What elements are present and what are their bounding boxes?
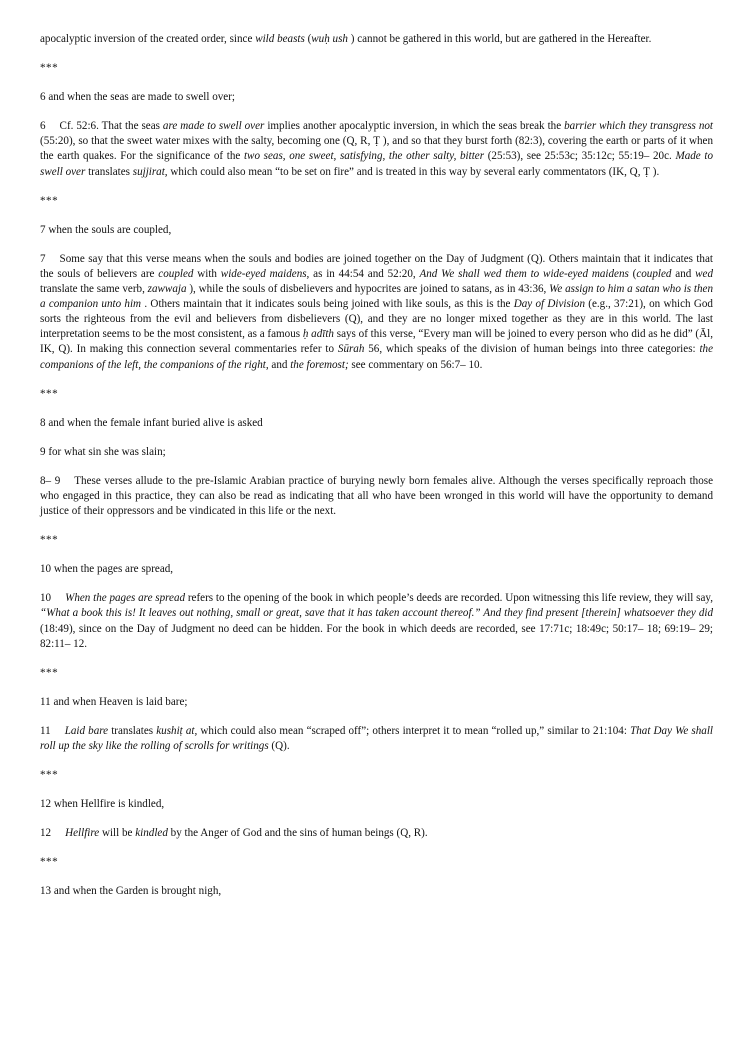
body-text: says of this verse, “Every man will be joined to every person who did as he did” (Āl, IK, Q). In making this connection several commentaries refer to	[40, 328, 713, 356]
emphasis-text: Laid bare	[64, 724, 109, 737]
body-text: 11 and when Heaven is laid bare;	[40, 695, 188, 708]
commentary-paragraph	[40, 724, 713, 754]
commentary-number: 12	[40, 827, 52, 840]
verse-line	[40, 884, 713, 899]
verse-line	[40, 223, 713, 238]
verse-line	[40, 416, 713, 431]
commentary-number: 7	[40, 252, 46, 265]
body-text: (25:53), see 25:53c; 35:12c; 55:19– 20c.	[484, 150, 676, 163]
section-separator: ***	[40, 387, 59, 400]
body-text: translates	[85, 165, 133, 178]
emphasis-text: We assign to him a satan who is then a companion unto him	[40, 283, 714, 311]
commentary-paragraph	[40, 119, 713, 179]
emphasis-text: wuḥ ush	[311, 33, 348, 45]
page-content	[40, 32, 713, 900]
section-separator: ***	[40, 62, 59, 75]
commentary-number: 8– 9	[40, 474, 61, 487]
emphasis-text: Sūrah	[337, 343, 365, 356]
commentary-paragraph	[40, 826, 713, 841]
verse-line	[40, 445, 713, 460]
body-text: will be	[99, 827, 136, 840]
body-text: These verses allude to the pre-Islamic Arabian practice of burying newly born females alive. Although the verses specifically reproach those who engaged in this practice, they can also be read as indicating that all who have been wronged in this world will have the opportunity to demand justice of their oppressors and be vindicated in this life or the next.	[40, 474, 713, 518]
body-text: implies another apocalyptic inversion, in which the seas break the	[264, 120, 565, 133]
section-separator: ***	[40, 534, 59, 547]
emphasis-text: ḥ adīth	[302, 328, 334, 341]
body-text: 56, which speaks of the division of human beings into three categories:	[364, 343, 700, 356]
commentary-number: 6	[40, 120, 46, 133]
commentary-paragraph	[40, 252, 713, 373]
body-text: . Others maintain that it indicates souls being joined with like souls, as this is the	[141, 298, 514, 311]
body-text: 7 when the souls are coupled,	[40, 223, 172, 236]
emphasis-text: That Day We shall roll up the sky like the rolling of scrolls for writings	[40, 724, 713, 752]
emphasis-text: When the pages are spread	[65, 592, 186, 605]
emphasis-text: “What a book this is! It leaves out nothing, small or great, save that it has taken account thereof.” And they find present [therein] whatsoever they did	[40, 607, 713, 620]
section-separator: ***	[40, 194, 59, 207]
emphasis-text: wide-eyed maidens,	[220, 267, 310, 280]
emphasis-text: coupled	[636, 267, 672, 280]
body-text: (18:49), since on the Day of Judgment no deed can be hidden. For the book in which deeds are recorded, see 17:71c; 18:49c; 50:17– 18; 69:19– 29; 82:11– 12.	[40, 622, 713, 650]
body-text: 9 for what sin she was slain;	[40, 445, 166, 458]
emphasis-text: kindled	[135, 827, 168, 840]
body-text: (	[628, 267, 637, 280]
emphasis-text: two seas, one sweet, satisfying, the other salty, bitter	[243, 150, 485, 163]
emphasis-text: wild beasts	[255, 33, 305, 45]
verse-line	[40, 797, 713, 812]
commentary-paragraph	[40, 474, 713, 519]
body-text: (e.g., 37:21), on which God sorts the righteous from the evil and believers from disbelievers (Q), and they are no longer mixed together as they are in this world. The last interpretation seems to be the most consistent, as a famous	[40, 298, 713, 341]
body-text: translates	[108, 724, 157, 737]
verse-line	[40, 562, 713, 577]
emphasis-text: are made to swell over	[162, 120, 265, 133]
emphasis-text: coupled	[158, 267, 194, 280]
commentary-number: 11	[40, 724, 51, 737]
body-text: which could also mean “to be set on fire” and is treated in this way by several early commentators (IK, Q, Ṭ ).	[167, 165, 660, 178]
body-text: and	[268, 358, 291, 371]
body-text: (Q).	[268, 740, 290, 752]
emphasis-text: wed	[695, 267, 713, 280]
commentary-number: 10	[40, 592, 52, 605]
emphasis-text: barrier which they transgress not	[564, 120, 713, 133]
body-text: which could also mean “scraped off”; others interpret it to mean “rolled up,” similar to 21:104:	[197, 724, 631, 737]
commentary-paragraph	[40, 32, 713, 47]
body-text: as in 44:54 and 52:20,	[309, 267, 420, 280]
body-text: by the Anger of God and the sins of human beings (Q, R).	[167, 827, 428, 840]
body-text: and	[671, 267, 696, 280]
emphasis-text: And We shall wed them to wide-eyed maidens	[419, 267, 629, 280]
body-text: 13 and when the Garden is brought nigh,	[40, 885, 222, 898]
body-text: ) cannot be gathered in this world, but are gathered in the Hereafter.	[347, 33, 652, 45]
body-text: see commentary on 56:7– 10.	[348, 358, 483, 371]
body-text: 8 and when the female infant buried alive is asked	[40, 416, 263, 429]
body-text: 12 when Hellfire is kindled,	[40, 798, 165, 811]
body-text: ), while the souls of disbelievers and hypocrites are joined to satans, as in 43:36,	[186, 283, 550, 296]
body-text: 6 and when the seas are made to swell over;	[40, 91, 235, 104]
body-text: 10 when the pages are spread,	[40, 563, 174, 576]
section-separator: ***	[40, 856, 59, 869]
section-separator: ***	[40, 666, 59, 679]
body-text: apocalyptic inversion of the created order, since	[40, 33, 256, 45]
emphasis-text: the companions of the left, the companions of the right,	[40, 343, 714, 371]
body-text: with	[193, 267, 221, 280]
emphasis-text: the foremost;	[290, 358, 349, 371]
verse-line	[40, 90, 713, 105]
emphasis-text: kushiṭ at,	[156, 724, 198, 737]
body-text: Cf. 52:6. That the seas	[59, 120, 163, 133]
commentary-paragraph	[40, 591, 713, 651]
body-text: (	[304, 33, 312, 45]
emphasis-text: Made to swell over	[40, 150, 714, 178]
body-text: translate the same verb,	[40, 283, 148, 296]
verse-line	[40, 695, 713, 710]
body-text: (55:20), so that the sweet water mixes with the salty, becoming one (Q, R, Ṭ ), and so that they burst forth (82:3), covering the earth or parts of it when the earth quakes. For the significance of the	[40, 135, 713, 163]
body-text: Some say that this verse means when the souls and bodies are joined together on the Day of Judgment (Q). Others maintain that it indicates that the souls of believers are	[40, 252, 713, 280]
emphasis-text: Hellfire	[65, 827, 100, 840]
emphasis-text: zawwaja	[147, 283, 187, 296]
body-text: refers to the opening of the book in which people’s deeds are recorded. Upon witnessing this life review, they will say,	[185, 592, 713, 605]
emphasis-text: sujjirat,	[132, 165, 168, 178]
section-separator: ***	[40, 769, 59, 782]
emphasis-text: Day of Division	[513, 298, 585, 311]
